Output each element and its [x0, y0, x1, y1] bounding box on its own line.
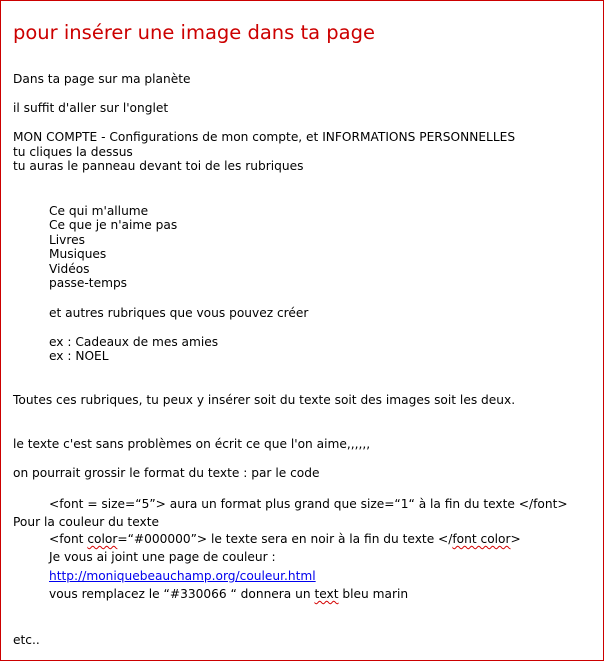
autres-rubriques-text: et autres rubriques que vous pouvez créer: [49, 306, 309, 320]
rubrique-item: Musiques: [49, 247, 107, 261]
rubrique-item: Ce que je n'aime pas: [49, 218, 178, 232]
toutes-rubriques-text: Toutes ces rubriques, tu peux y insérer soit du texte soit des images soit les deux.: [13, 393, 516, 407]
remplacez-before: vous remplacez le “#330066 “ donnera un: [49, 587, 315, 601]
intro-line-2: il suffit d'aller sur l'onglet: [13, 101, 169, 115]
page-title: pour insérer une image dans ta page: [13, 21, 376, 44]
remplacez-after: bleu marin: [338, 587, 409, 601]
example-item: ex : Cadeaux de mes amies: [49, 335, 219, 349]
code-color-middle: =“#000000”> le texte sera en noir à la fin du texte </: [117, 532, 453, 546]
couleur-page-link[interactable]: http://moniquebeauchamp.org/couleur.html: [49, 569, 316, 583]
spellcheck-word: color: [87, 532, 118, 546]
joint-line: Je vous ai joint une page de couleur :: [49, 550, 276, 564]
code-font-size-line: <font = size=“5”> aura un format plus grand que size=“1“ à la fin du texte </font>: [49, 497, 568, 511]
spellcheck-word: text: [314, 587, 339, 601]
code-color-after: >: [510, 532, 521, 546]
intro-line-1: Dans ta page sur ma planète: [13, 72, 191, 86]
code-color-line: [49, 532, 521, 547]
rubrique-item: Vidéos: [49, 262, 90, 276]
example-item: ex : NOEL: [49, 349, 109, 363]
code-color-before: <font: [49, 532, 88, 546]
intro-line-5: tu auras le panneau devant toi de les rubriques: [13, 159, 304, 173]
rubrique-item: passe-temps: [49, 276, 128, 290]
grossir-line: on pourrait grossir le format du texte : par le code: [13, 466, 320, 480]
remplacez-line: [49, 587, 408, 602]
intro-line-4: tu cliques la dessus: [13, 145, 133, 159]
spellcheck-word: font color: [452, 532, 511, 546]
texte-line: le texte c'est sans problèmes on écrit ce que l'on aime,,,,,,: [13, 437, 371, 451]
intro-line-3: MON COMPTE - Configurations de mon compte, et INFORMATIONS PERSONNELLES: [13, 130, 516, 144]
couleur-link-line: [49, 569, 316, 584]
etc-line: etc..: [13, 633, 40, 647]
couleur-intro-line: Pour la couleur du texte: [13, 515, 159, 529]
rubrique-item: Livres: [49, 233, 85, 247]
rubrique-item: Ce qui m'allume: [49, 204, 149, 218]
